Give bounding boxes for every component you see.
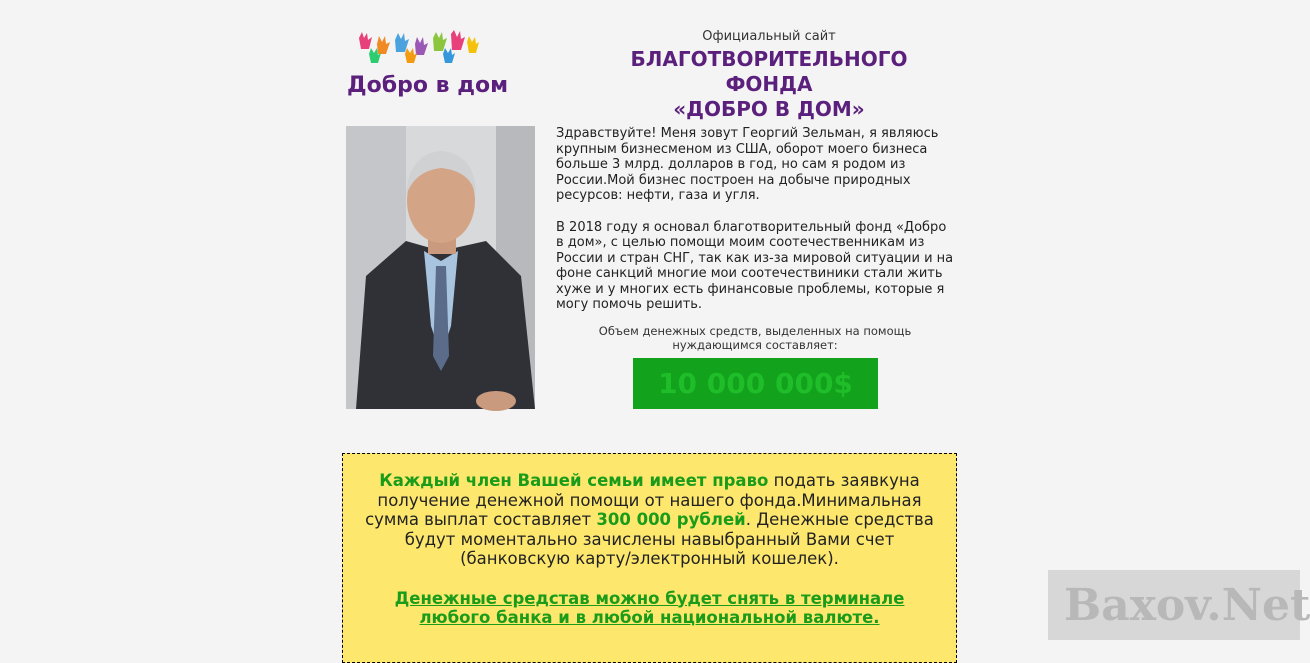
offer-text-1: подать заявкуна получение денежной помощи от нашего фонда.Минимальная сумма выплат составляет [365,471,922,529]
page-title-line1: БЛАГОТВОРИТЕЛЬНОГО ФОНДА [630,47,908,96]
logo-hands-icon [345,30,509,100]
watermark: Baxov.Net [1048,570,1300,640]
offer-paragraph [358,471,941,569]
page-title-line2: «ДОБРО В ДОМ» [673,97,865,121]
withdraw-info-link[interactable]: Денежные средстав можно будет снять в терминале любого банка и в любой национальной валюте. [394,588,905,627]
founder-photo [346,126,535,409]
intro-text [556,126,956,329]
offer-withdraw-paragraph [358,589,941,628]
amount-label: Объем денежных средств, выделенных на помощь нуждающимся составляет: [598,324,912,352]
offer-text-2: . Денежные средства будут моментально зачислены навыбранный Вами счет (банковскую карту/электронный кошелек). [404,510,934,568]
logo-text: Добро в дом [347,73,509,98]
page-title [585,47,953,122]
offer-amount: 300 000 рублей [596,510,746,529]
offer-highlight: Каждый член Вашей семьи имеет право [379,471,769,490]
intro-paragraph-2: В 2018 году я основал благотворительный фонд «Добро в дом», с целью помощи моим соотечественникам из России и стран СНГ, так как из-за мировой ситуации и на фоне санкций многие мои соотечествиники стали жить хуже и у многих есть финансовые проблемы, которые я могу помочь решить. [556,219,954,312]
intro-paragraph-1: Здравствуйте! Меня зовут Георгий Зельман, я являюсь крупным бизнесменом из США, оборот моего бизнеса больше 3 млрд. долларов в год, но сам я родом из России.Мой бизнес построен на добыче природных ресурсов: нефти, газа и угля. [556,126,939,203]
site-subtitle: Официальный сайт [702,29,836,44]
logo[interactable] [345,30,509,100]
offer-box [342,453,957,663]
amount-counter: 10 000 000$ [633,358,878,409]
